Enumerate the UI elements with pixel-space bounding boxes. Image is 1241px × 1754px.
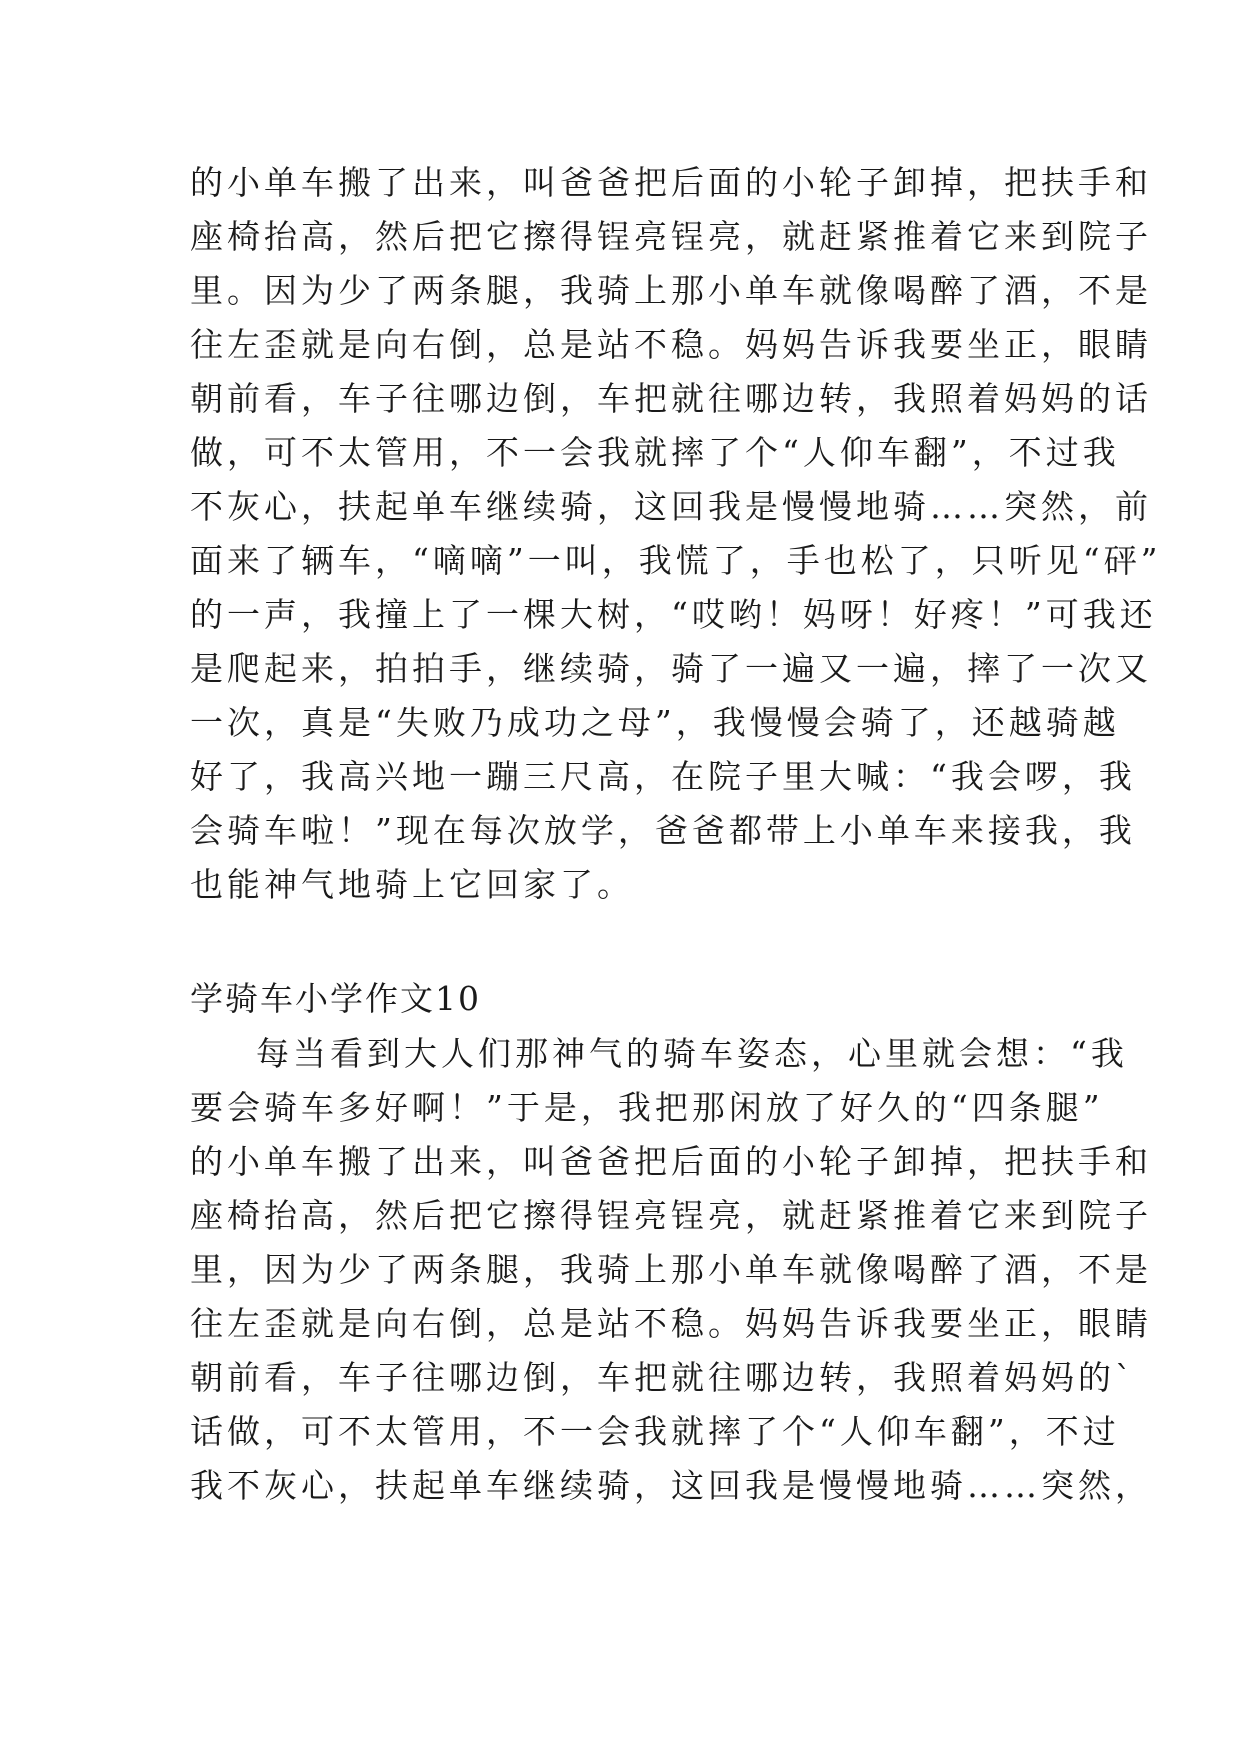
paragraph-line: 里，因为少了两条腿，我骑上那小单车就像喝醉了酒，不是 (190, 1250, 1152, 1289)
paragraph-line: 话做，可不太管用，不一会我就摔了个“人仰车翻”，不过 (190, 1412, 1120, 1451)
paragraph-line: 要会骑车多好啊！”于是，我把那闲放了好久的“四条腿” (190, 1088, 1104, 1127)
paragraph-line: 好了，我高兴地一蹦三尺高，在院子里大喊：“我会啰，我 (190, 757, 1136, 796)
paragraph-line: 座椅抬高，然后把它擦得锃亮锃亮，就赶紧推着它来到院子 (190, 1196, 1152, 1235)
paragraph-line: 也能神气地骑上它回家了。 (190, 865, 634, 904)
paragraph-line: 座椅抬高，然后把它擦得锃亮锃亮，就赶紧推着它来到院子 (190, 217, 1152, 256)
paragraph-line: 我不灰心，扶起单车继续骑，这回我是慢慢地骑……突然， (190, 1466, 1152, 1505)
section-heading: 学骑车小学作文10 (190, 979, 481, 1018)
paragraph-line: 往左歪就是向右倒，总是站不稳。妈妈告诉我要坐正，眼睛 (190, 1304, 1152, 1343)
paragraph-line: 做，可不太管用，不一会我就摔了个“人仰车翻”，不过我 (190, 433, 1120, 472)
paragraph-line: 的一声，我撞上了一棵大树，“哎哟！妈呀！好疼！”可我还 (190, 595, 1157, 634)
paragraph-line: 一次，真是“失败乃成功之母”，我慢慢会骑了，还越骑越 (190, 703, 1120, 742)
paragraph-line: 面来了辆车，“嘀嘀”一叫，我慌了，手也松了，只听见“砰” (190, 541, 1162, 580)
paragraph-line: 是爬起来，拍拍手，继续骑，骑了一遍又一遍，摔了一次又 (190, 649, 1152, 688)
paragraph-line: 朝前看，车子往哪边倒，车把就往哪边转，我照着妈妈的话 (190, 379, 1152, 418)
paragraph-line: 每当看到大人们那神气的骑车姿态，心里就会想：“我 (256, 1034, 1128, 1073)
paragraph-line: 里。因为少了两条腿，我骑上那小单车就像喝醉了酒，不是 (190, 271, 1152, 310)
paragraph-line: 的小单车搬了出来，叫爸爸把后面的小轮子卸掉，把扶手和 (190, 1142, 1152, 1181)
paragraph-line: 会骑车啦！”现在每次放学，爸爸都带上小单车来接我，我 (190, 811, 1136, 850)
paragraph-line: 不灰心，扶起单车继续骑，这回我是慢慢地骑……突然，前 (190, 487, 1152, 526)
paragraph-line: 朝前看，车子往哪边倒，车把就往哪边转，我照着妈妈的` (190, 1358, 1136, 1397)
paragraph-line: 往左歪就是向右倒，总是站不稳。妈妈告诉我要坐正，眼睛 (190, 325, 1152, 364)
paragraph-line: 的小单车搬了出来，叫爸爸把后面的小轮子卸掉，把扶手和 (190, 163, 1152, 202)
